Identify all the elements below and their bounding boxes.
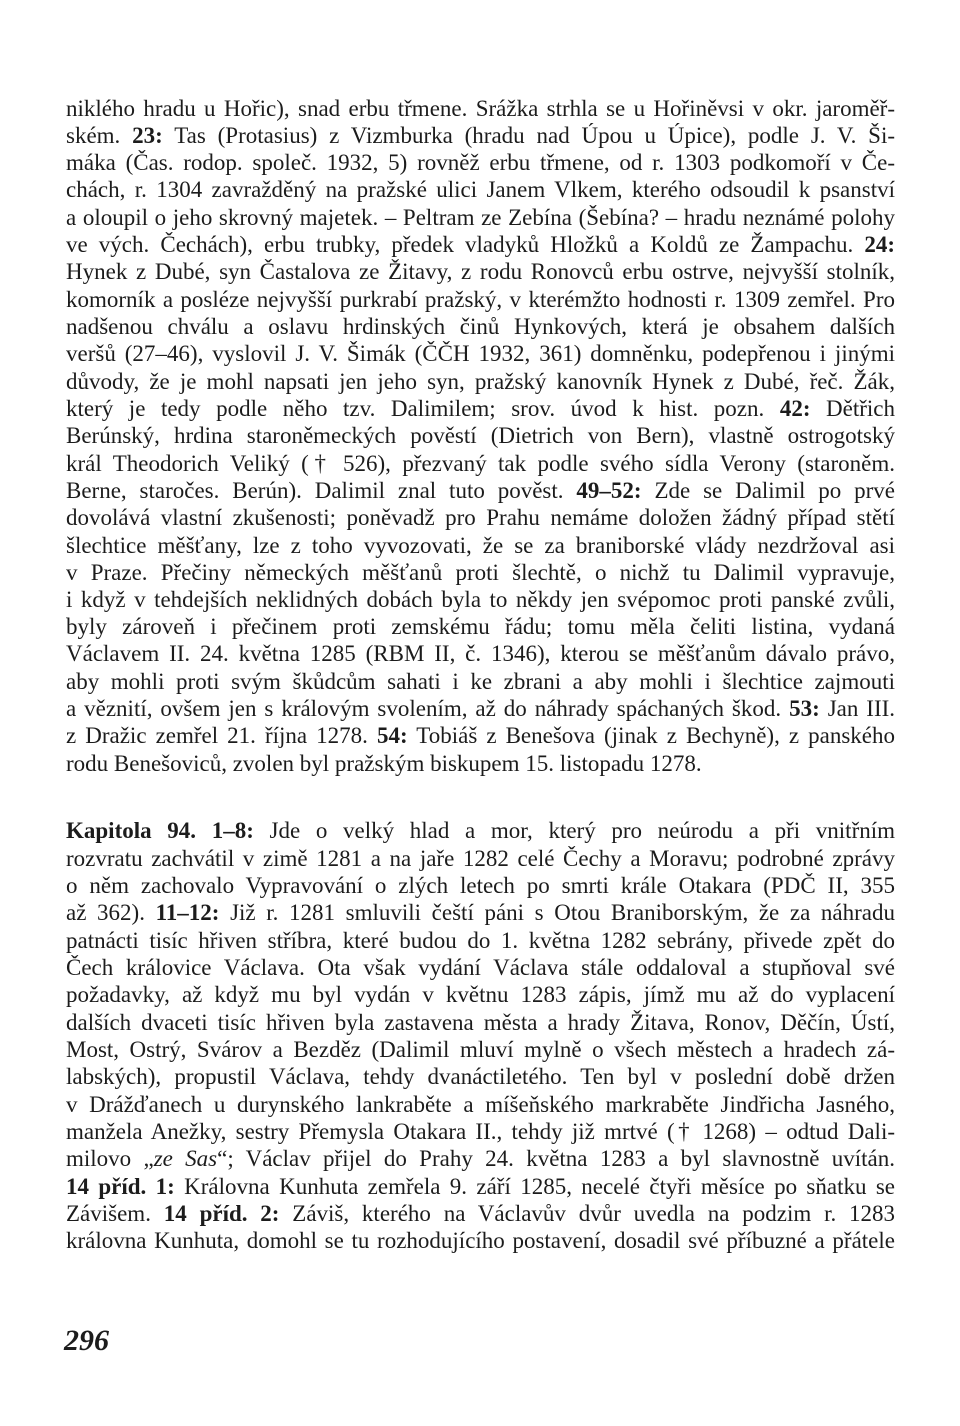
verse-reference: 42: [779, 396, 811, 421]
verse-reference: 1–8: [211, 818, 254, 843]
text-line: veršů (27–46), vyslovil J. V. Šimák (ČČH 1932, 361) domněnku, podepřenou i jinými [66, 341, 895, 366]
text-line: a oloupil o jeho skrovný majetek. – Peltram ze Zebína (Šebína? – hradu neznámé polohy [66, 205, 895, 230]
text-line: manžela Anežky, sestry Přemysla Otakara II., tehdy již mrtvé († 1268) – odtud Dali- [66, 1119, 895, 1144]
text-line: šlechtice měšťany, lze z toho vyvozovati, že se za braniborské vlády nezdržoval asi [66, 533, 895, 558]
text-line: rozvratu zachvátil v zimě 1281 a na jaře 1282 celé Čechy a Moravu; podrobné zprávy [66, 846, 895, 871]
text-line: Závišem. 14 příd. 2: Záviš, kterého na Václavův dvůr uvedla na podzim r. 1283 [66, 1201, 895, 1226]
text-line: a věznití, ovšem jen s královým svolením, až do náhrady spáchaných škod. 53: Jan III. [66, 696, 895, 721]
text-line: chách, r. 1304 zavražděný na pražské ulici Janem Vlkem, kterého odsoudil k psanství [66, 177, 895, 202]
text-line: který je tedy podle něho tzv. Dalimilem; srov. úvod k hist. pozn. 42: Dětřich [66, 396, 895, 421]
text-line: milovo „ze Sas“; Václav přijel do Prahy 24. května 1283 a byl slavnostně uvítán. [66, 1146, 895, 1171]
text-line: nadšenou chválu a oslavu hrdinských činů Hynkových, která je obsahem dalších [66, 314, 895, 339]
text-line: rodu Benešoviců, zvolen byl pražským biskupem 15. listopadu 1278. [66, 751, 702, 776]
text-line: o něm zachovalo Vypravování o zlých letech po smrti krále Otakara (PDČ II, 355 [66, 873, 895, 898]
text-line: Hynek z Dubé, syn Častalova ze Žitavy, z rodu Ronovců erbu ostrve, nejvyšší stolník, [66, 259, 895, 284]
verse-reference: 23: [132, 123, 163, 148]
quoted-phrase: ze Sas [153, 1146, 218, 1171]
text-line: královna Kunhuta, domohl se tu rozhodujícího postavení, dosadil své příbuzné a přátele [66, 1228, 895, 1253]
text-line: dalších dvaceti tisíc hřiven byla zastavena města a hrady Žitava, Ronov, Děčín, Ústí, [66, 1010, 895, 1035]
verse-reference: 14 příd. 2: [163, 1201, 280, 1226]
text-line: z Dražic zemřel 21. října 1278. 54: Tobiáš z Benešova (jinak z Bechyně), z panského [66, 723, 895, 748]
verse-reference: 53: [789, 696, 820, 721]
text-line: Berne, staročes. Berún). Dalimil znal tuto pověst. 49–52: Zde se Dalimil po prvé [66, 478, 895, 503]
verse-reference: 11–12: [155, 900, 220, 925]
verse-reference: 49–52: [576, 478, 642, 503]
text-line: Václavem II. 24. května 1285 (RBM II, č. 1346), kterou se měšťanům dávalo právo, [66, 641, 895, 666]
text-line: Čech královice Václava. Ota však vydání Václava stále oddaloval a stupňoval své [66, 955, 895, 980]
text-line: máka (Čas. rodop. společ. 1932, 5) rovněž erbu třmene, od r. 1303 podkomoří v Če- [66, 150, 895, 175]
text-line: komorník a posléze nejvyšší purkrabí pražský, v kterémžto hodnosti r. 1309 zemřel. Pro [66, 287, 895, 312]
text-line: v Drážďanech u durynského lankraběte a míšeňského markraběte Jindřicha Jasného, [66, 1092, 895, 1117]
text-line: požadavky, až když mu byl vydán v květnu 1283 zápis, jímž mu až do vyplacení [66, 982, 895, 1007]
verse-reference: 14 příd. 1: [66, 1174, 175, 1199]
text-line: král Theodorich Veliký († 526), přezvaný tak podle svého sídla Verony (staroněm. [66, 451, 895, 476]
text-line: až 362). 11–12: Již r. 1281 smluvili čeští páni s Otou Braniborským, že za náhradu [66, 900, 895, 925]
text-line: ve vých. Čechách), erbu trubky, předek vladyků Hložků a Koldů ze Žampachu. 24: [66, 232, 895, 257]
text-line: byly zároveň i přečinem proti zemskému řádu; tomu měla čeliti listina, vydaná [66, 614, 895, 639]
text-line: Most, Ostrý, Svárov a Bezděz (Dalimil mluví mylně o všech městech a hradech zá- [66, 1037, 895, 1062]
text-line: aby mohli proti svým škůdcům sahati i ke zbrani a aby mohli i šlechtice zajmouti [66, 669, 895, 694]
chapter-heading: Kapitola 94. [66, 818, 197, 843]
text-line: ském. 23: Tas (Protasius) z Vizmburka (hradu nad Úpou u Úpice), podle J. V. Ši- [66, 123, 895, 148]
text-line: dovolává vlastní zkušenosti; poněvadž pro Prahu nemáme doložen žádný případ stětí [66, 505, 895, 530]
text-line: Berúnský, hrdina staroněmeckých pověstí (Dietrich von Bern), vlastně ostrogotský [66, 423, 895, 448]
text-line: 14 příd. 1: Královna Kunhuta zemřela 9. září 1285, necelé čtyři měsíce po sňatku se [66, 1174, 895, 1199]
text-line: niklého hradu u Hořic), snad erbu třmene. Srážka strhla se u Hořiněvsi v okr. jaroměř- [66, 96, 895, 121]
text-line: důvody, že je mohl napsati jen jeho syn, pražský kanovník Hynek z Dubé, řeč. Žák, [66, 369, 895, 394]
text-line: i když v tehdejších neklidných dobách byla to někdy jen svépomoc proti panské zvůli, [66, 587, 895, 612]
text-line: patnácti tisíc hřiven stříbra, které budou do 1. května 1282 sebrány, přivede zpět do [66, 928, 895, 953]
text-line: labských), propustil Václava, tehdy dvanáctiletého. Ten byl v poslední době držen [66, 1064, 895, 1089]
text-line: Kapitola 94. 1–8: Jde o velký hlad a mor, který pro neúrodu a při vnitřním [66, 818, 895, 843]
verse-reference: 54: [376, 723, 408, 748]
page-number: 296 [64, 1324, 109, 1357]
verse-reference: 24: [864, 232, 895, 257]
text-line: v Praze. Přečiny německých měšťanů proti šlechtě, o nichž tu Dalimil vypravuje, [66, 560, 895, 585]
